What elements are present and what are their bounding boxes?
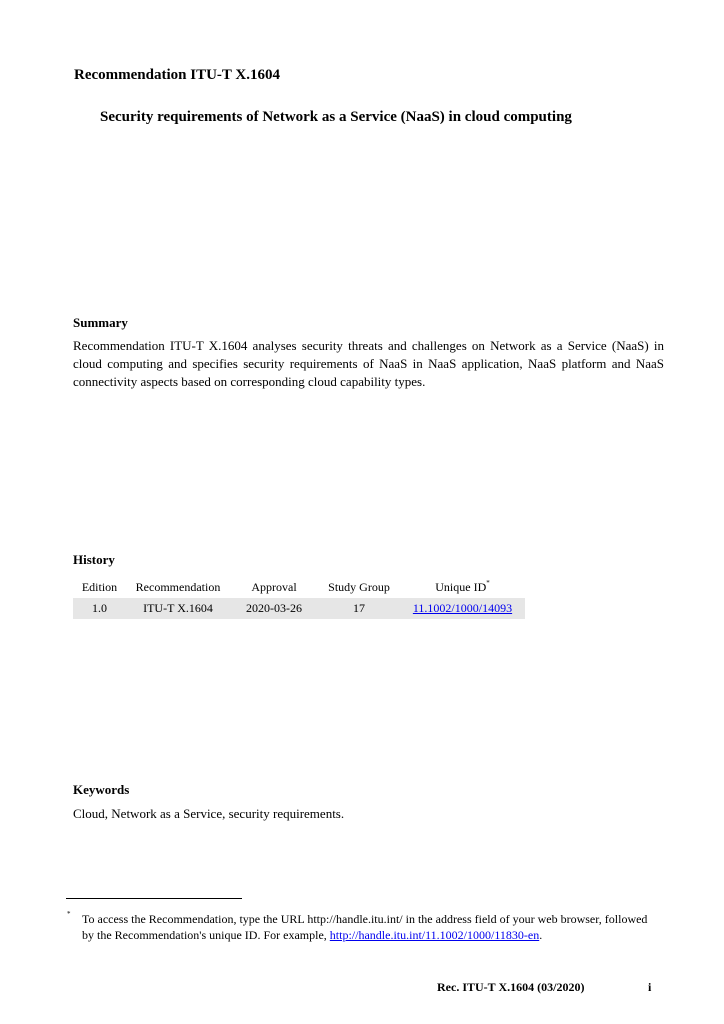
history-table <box>73 576 525 619</box>
document-title: Security requirements of Network as a Service (NaaS) in cloud computing <box>100 109 572 125</box>
footnote-divider <box>66 898 242 899</box>
footnote-tail: . <box>539 928 543 942</box>
column-header-edition: Edition <box>81 579 118 594</box>
edition-cell: 1.0 <box>73 598 126 619</box>
column-header-unique-id <box>400 576 525 598</box>
footnote-reference-mark: * <box>486 579 490 587</box>
column-header-approval: Approval <box>251 579 297 594</box>
recommendation-title: Recommendation ITU-T X.1604 <box>74 67 280 83</box>
unique-id-cell <box>400 598 525 619</box>
column-header-recommendation: Recommendation <box>135 579 221 594</box>
keywords-text: Cloud, Network as a Service, security requirements. <box>73 806 345 821</box>
unique-id-link[interactable]: 11.1002/1000/14093 <box>412 601 513 615</box>
history-heading: History <box>73 552 115 567</box>
column-header-study-group: Study Group <box>328 579 390 594</box>
study-group-cell: 17 <box>318 598 400 619</box>
summary-heading: Summary <box>73 315 128 330</box>
keywords-heading: Keywords <box>73 782 130 797</box>
table-row <box>73 598 525 619</box>
footnote-link[interactable]: http://handle.itu.int/11.1002/1000/11830-en <box>329 928 540 942</box>
footnote-text <box>82 911 652 943</box>
recommendation-cell: ITU-T X.1604 <box>126 598 230 619</box>
unique-id-label: Unique ID <box>435 580 487 594</box>
footnote-mark: * <box>67 910 71 918</box>
page-number: i <box>648 980 652 994</box>
approval-cell: 2020-03-26 <box>230 598 318 619</box>
footnote-body: To access the Recommendation, type the URL http://handle.itu.int/ in the address field of your web browser, followed by the Recommendation's unique ID. For example, <box>82 912 648 942</box>
summary-text: Recommendation ITU-T X.1604 analyses security threats and challenges on Network as a Service (NaaS) in cloud computing and specifies security requirements of NaaS in NaaS application, NaaS platform and NaaS connectivity aspects based on corresponding cloud capability types. <box>73 338 664 389</box>
history-header-row <box>73 576 525 598</box>
footer-reference: Rec. ITU-T X.1604 (03/2020) <box>437 980 585 994</box>
